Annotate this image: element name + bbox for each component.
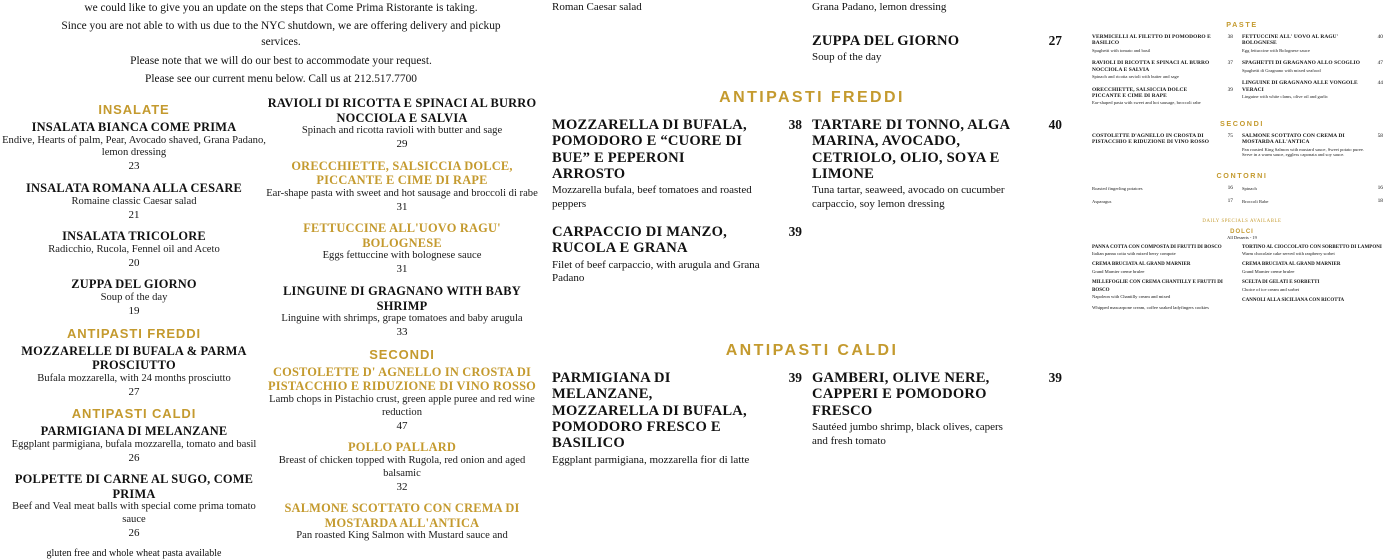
item-desc: Egg fettuccine with Bolognese sauce	[1242, 47, 1310, 53]
item-price: 33	[396, 325, 408, 338]
item-name: CARPACCIO DI MANZO, RUCOLA E GRANA	[552, 223, 727, 257]
mid-menu-column	[266, 96, 538, 550]
item-desc: Ear-shape pasta with sweet and hot sausage and broccoli di rabe	[266, 187, 538, 199]
item-name: RAVIOLI DI RICOTTA E SPINACI AL BURRO NOCCIOLA E SALVIA	[1092, 60, 1210, 73]
contorni-grid	[1092, 185, 1392, 212]
menu-item	[266, 221, 538, 277]
item-price: 39	[788, 223, 802, 239]
item-name: TARTARE DI TONNO, ALGA MARINA, AVOCADO, CETRIOLO, OLIO, SOYA E LIMONE	[812, 116, 1010, 182]
item-name: COSTOLETTE D'AGNELLO IN CROSTA DI PISTACCHIO E RIDUZIONE DI VINO ROSSO	[1092, 132, 1210, 146]
item-price: 19	[128, 304, 140, 317]
item-desc: Ear-shaped pasta with sweet and hot sausage, broccoli rabe	[1092, 100, 1201, 106]
daily-specials-note: DAILY SPECIALS AVAILABLE	[1202, 218, 1282, 224]
item-desc: Romaine classic Caesar salad	[71, 195, 197, 207]
item-name: CREMA BRUCIATA AL GRAND MARNIER	[1092, 262, 1191, 268]
item-price: 16	[1377, 184, 1383, 191]
menu-item	[1092, 87, 1233, 106]
item-price: 47	[396, 419, 408, 432]
menu-item	[1092, 133, 1233, 147]
item-desc: Eggs fettuccine with bolognese sauce	[322, 250, 482, 262]
item-desc: Soup of the day	[812, 51, 882, 64]
list-item	[1242, 185, 1383, 192]
item-price: 26	[128, 527, 140, 540]
item-desc: Endive, Hearts of palm, Pear, Avocado shaved, Grana Padano, lemon dressing	[2, 134, 266, 159]
item-name: PANNA COTTA CON COMPOSTA DI FRUTTI DI BOSCO	[1092, 244, 1222, 250]
item-desc: Pan roasted King Salmon with Mustard sauce and	[296, 530, 508, 542]
menu-item	[552, 117, 802, 212]
item-price: 39	[788, 370, 802, 385]
item-desc: Eggplant parmigiana, bufala mozzarella, tomato and basil	[11, 438, 257, 450]
item-name: Roasted fingerling potatoes	[1092, 185, 1143, 191]
menu-item	[0, 344, 268, 400]
gluten-free-note: gluten free and whole wheat pasta available	[46, 548, 222, 559]
item-name: MOZZARELLA DI BUFALA, POMODORO E “CUORE DI BUE” E PEPERONI ARROSTO	[552, 116, 747, 182]
item-name: SPAGHETTI DI GRAGNANO ALLO SCOGLIO	[1242, 60, 1361, 67]
right-top-left: Roman Caesar salad	[552, 1, 642, 13]
section-heading-insalate: INSALATE	[98, 102, 170, 117]
menu-item	[0, 472, 268, 541]
item-desc: Eggplant parmigiana, mozzarella fior di latte	[552, 453, 750, 466]
item-price: 17	[1227, 198, 1233, 204]
item-name: COSTOLETTE D' AGNELLO IN CROSTA DI PISTACCHIO E RIDUZIONE DI VINO ROSSO	[267, 364, 537, 394]
item-price: 58	[1377, 132, 1383, 139]
item-name: GAMBERI, OLIVE NERE, CAPPERI E POMODORO FRESCO	[812, 370, 990, 419]
menu-item	[1242, 60, 1383, 73]
menu-item	[812, 33, 1072, 65]
menu-item	[266, 159, 538, 215]
item-price: 27	[1048, 32, 1062, 48]
item-name: PARMIGIANA DI MELANZANE, MOZZARELLA DI BUFALA, POMODORO FRESCO E BASILICO	[552, 370, 747, 452]
right-top-right: Grana Padano, lemon dressing	[812, 1, 947, 13]
band-antipasti-caldi: ANTIPASTI CALDI	[725, 342, 899, 359]
item-name: Spinach	[1242, 185, 1257, 191]
menu-item	[266, 96, 538, 152]
item-name: PARMIGIANA DI MELANZANE	[40, 424, 228, 439]
intro-line: Since you are not able to with us due to the NYC shutdown, we are offering delivery and pickup services.	[61, 20, 501, 49]
item-price: 39	[1048, 370, 1062, 385]
menu-item	[1242, 279, 1383, 292]
item-name: INSALATA BIANCA COME PRIMA	[31, 120, 237, 134]
item-price: 27	[128, 385, 140, 398]
item-name: ORECCHIETTE, SALSICCIA DOLCE PICCANTE E CIME DI RAPE	[1092, 86, 1188, 99]
intro-line: Please see our current menu below. Call us at 212.517.7700	[145, 72, 417, 85]
section-heading-secondi: SECONDI	[369, 346, 435, 362]
paste-grid	[1092, 34, 1392, 113]
list-item	[1242, 198, 1383, 205]
item-desc: Lamb chops in Pistachio crust, green apple puree and red wine reduction	[269, 393, 535, 418]
item-name: MOZZARELLE DI BUFALA & PARMA PROSCIUTTO	[21, 343, 247, 373]
item-desc: Spaghetti di Gragnano with mixed seafood	[1242, 67, 1321, 73]
item-desc: Whipped mascarpone cream, coffee soaked ladyfingers cookies	[1092, 304, 1209, 310]
item-name: RAVIOLI DI RICOTTA E SPINACI AL BURRO NOCCIOLA E SALVIA	[267, 96, 537, 125]
item-price: 29	[396, 137, 408, 150]
band-antipasti-freddi: ANTIPASTI FREDDI	[719, 88, 905, 106]
item-name: FETTUCCINE ALL'UOVO RAGU' BOLOGNESE	[303, 221, 501, 250]
item-price: 20	[128, 256, 140, 269]
item-name: INSALATA ROMANA ALLA CESARE	[26, 181, 242, 196]
dolci-grid	[1092, 244, 1392, 316]
menu-item	[1242, 34, 1383, 53]
menu-item	[0, 277, 268, 318]
section-heading-antipasti-caldi: ANTIPASTI CALDI	[71, 406, 197, 422]
menu-item	[0, 424, 268, 465]
item-name: ZUPPA DEL GIORNO	[71, 277, 197, 292]
item-price: 23	[128, 160, 140, 173]
left-menu-column	[0, 96, 268, 559]
item-name: TORTINO AL CIOCCOLATO CON SORBETTO DI LAMPONI	[1242, 244, 1382, 250]
item-name: POLPETTE DI CARNE AL SUGO, COME PRIMA	[14, 472, 254, 501]
menu-item	[1242, 133, 1383, 158]
item-name: CREMA BRUCIATA AL GRAND MARNIER	[1242, 262, 1341, 268]
menu-item	[552, 370, 802, 467]
item-price: 40	[1048, 116, 1062, 132]
item-name: ORECCHIETTE, SALSICCIA DOLCE, PICCANTE E CIME DI RAPE	[291, 158, 513, 188]
item-desc: Beef and Veal meat balls with special come prima tomato sauce	[12, 501, 256, 526]
item-desc: Pan roasted King Salmon with mustard sauce, Sweet potato puree. Serve in a warm sauce, eggless caponata and soy sauce.	[1242, 146, 1365, 157]
item-desc: Breast of chicken topped with Rugola, red onion and aged balsamic	[278, 454, 526, 479]
item-desc: Tuna tartar, seaweed, avocado on cucumber carpaccio, soy lemon dressing	[812, 184, 1005, 211]
far-right-menu-column	[1092, 14, 1392, 315]
item-price: 32	[396, 480, 408, 493]
item-name: CANNOLI ALLA SICILIANA CON RICOTTA	[1242, 298, 1345, 304]
item-name: VERMICELLI AL FILETTO DI POMODORO E BASILICO	[1092, 34, 1211, 47]
item-desc: Linguine with shrimps, grape tomatoes and baby arugula	[281, 313, 523, 325]
right-menu-column	[552, 0, 1072, 479]
menu-item	[1092, 34, 1233, 53]
item-name: ZUPPA DEL GIORNO	[812, 32, 960, 49]
item-price: 38	[1227, 34, 1233, 40]
menu-item	[1242, 297, 1383, 304]
secondi-grid	[1092, 133, 1392, 165]
item-desc: Linguine with white clams, olive oil and garlic	[1242, 93, 1328, 99]
menu-item	[266, 440, 538, 494]
menu-item	[812, 370, 1062, 449]
caldi-grid	[552, 370, 1072, 479]
zuppa-row	[552, 33, 1072, 77]
right-top-row	[552, 0, 1072, 15]
intro-paragraph	[42, 0, 520, 89]
item-name: FETTUCCINE ALL' UOVO AL RAGU' BOLOGNESE	[1242, 34, 1339, 47]
item-desc: Sautéed jumbo shrimp, black olives, capers and fresh tomato	[812, 421, 1003, 447]
menu-item	[0, 120, 268, 174]
menu-item	[266, 365, 538, 434]
menu-item	[0, 229, 268, 270]
item-price: 75	[1227, 132, 1233, 139]
list-item	[1092, 198, 1233, 205]
item-name: POLLO PALLARD	[347, 440, 457, 455]
item-price: 16	[1227, 184, 1233, 191]
item-name: SCELTA DI GELATI E SORBETTI	[1242, 280, 1320, 286]
dolci-subtitle: All Desserts - 19	[1227, 234, 1257, 240]
menu-item	[1092, 244, 1233, 257]
item-price: 40	[1377, 34, 1383, 40]
item-desc: Radicchio, Rucola, Fennel oil and Aceto	[48, 243, 220, 255]
menu-item	[1092, 305, 1233, 311]
mini-band-dolci: DOLCI	[1230, 228, 1254, 235]
item-name: SALMONE SCOTTATO CON CREMA DI MOSTARDA ALL'ANTICA	[1242, 132, 1345, 146]
menu-item	[266, 284, 538, 340]
list-item	[1092, 185, 1233, 192]
item-desc: Grand Marnier creme brulee	[1242, 268, 1295, 274]
menu-item	[812, 117, 1062, 212]
item-price: 44	[1377, 80, 1383, 87]
item-desc: Mozzarella bufala, beef tomatoes and roasted peppers	[552, 184, 752, 211]
item-price: 31	[396, 263, 408, 276]
item-name: Broccoli Rabe	[1242, 199, 1269, 204]
freddi-grid	[552, 117, 1072, 298]
mini-band-secondi: SECONDI	[1220, 118, 1264, 128]
item-name: SALMONE SCOTTATO CON CREMA DI MOSTARDA ALL'ANTICA	[284, 501, 520, 530]
item-desc: Spinach and ricotta ravioli with butter and sage	[1092, 74, 1179, 79]
item-desc: Spaghetti with tomato and basil	[1092, 47, 1151, 53]
item-desc: Italian panna cotta with mixed berry compote	[1092, 250, 1176, 256]
item-desc: Soup of the day	[100, 291, 168, 303]
item-desc: Bufala mozzarella, with 24 months prosciutto	[37, 372, 231, 384]
item-price: 39	[1227, 86, 1233, 93]
item-desc: Spinach and ricotta ravioli with butter and sage	[301, 125, 503, 136]
menu-item	[1242, 80, 1383, 99]
menu-item	[1092, 261, 1233, 274]
menu-item	[266, 501, 538, 543]
item-desc: Napoleon with Chantilly cream and mixed	[1092, 293, 1171, 299]
mini-band-paste: PASTE	[1226, 20, 1258, 29]
menu-item	[1242, 244, 1383, 257]
item-desc: Filet of beef carpaccio, with arugula and Grana Padano	[552, 258, 760, 285]
menu-item	[1092, 279, 1233, 299]
menu-item	[0, 181, 268, 222]
item-price: 38	[788, 116, 802, 132]
item-price: 31	[396, 200, 408, 213]
item-desc: Grand Marnier creme brulee	[1092, 268, 1145, 274]
item-name: INSALATA TRICOLORE	[62, 229, 206, 244]
item-name: LINGUINE DI GRAGNANO ALLE VONGOLE VERACI	[1242, 80, 1358, 93]
section-heading-antipasti-freddi: ANTIPASTI FREDDI	[66, 325, 202, 341]
item-price: 37	[1227, 60, 1233, 67]
menu-item	[1092, 60, 1233, 79]
intro-line: we could like to give you an update on the steps that Come Prima Ristorante is taking.	[84, 2, 478, 14]
item-price: 21	[128, 208, 140, 221]
item-price: 47	[1377, 60, 1383, 67]
item-name: MILLEFOGLIE CON CREMA CHANTILLY E FRUTTI DI BOSCO	[1092, 280, 1223, 293]
mini-band-contorni: CONTORNI	[1216, 170, 1268, 180]
item-desc: Choice of ice cream and sorbet	[1242, 286, 1300, 292]
menu-item	[552, 224, 802, 286]
item-price: 26	[128, 451, 140, 464]
item-desc: Warm chocolate cake served with raspberry sorbet	[1242, 250, 1335, 256]
item-price: 18	[1377, 198, 1383, 204]
item-name: LINGUINE DI GRAGNANO WITH BABY SHRIMP	[283, 284, 521, 313]
item-name: Asparagus	[1092, 199, 1112, 204]
menu-item	[1242, 261, 1383, 274]
intro-line: Please note that we will do our best to accommodate your request.	[130, 54, 432, 67]
